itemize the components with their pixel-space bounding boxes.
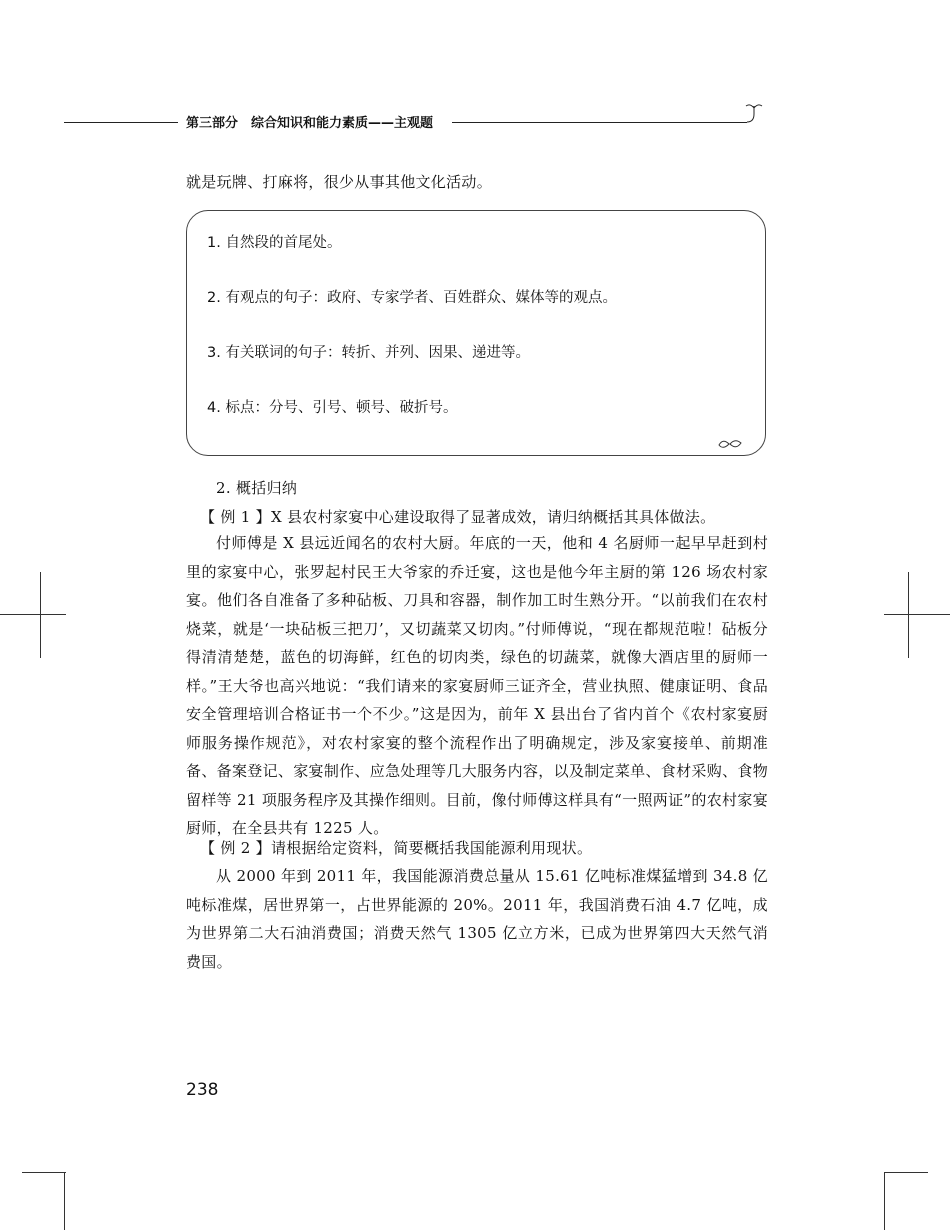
header-title: 第三部分 综合知识和能力素质——主观题	[186, 116, 434, 131]
crop-mark	[884, 1172, 928, 1173]
crop-mark	[908, 572, 909, 658]
section-heading: 2. 概括归纳	[216, 479, 298, 497]
crop-mark	[22, 1172, 66, 1173]
crop-mark	[884, 1172, 885, 1230]
header-rule-right	[452, 122, 747, 123]
example-1-prompt: 【 例 1 】X 县农村家宴中心建设取得了显著成效，请归纳概括其具体做法。	[200, 508, 716, 526]
page-number: 238	[186, 1080, 219, 1100]
example-2-text: 从 2000 年到 2011 年，我国能源消费总量从 15.61 亿吨标准煤猛增到 34.8 亿吨标准煤，居世界第一，占世界能源的 20%。2011 年，我国消费石油 4.7 亿吨，成为世界第二大石油消费国；消费天然气 1305 亿立方米，已成为世界第四大天然气消费国。	[186, 867, 768, 971]
example-2-prompt: 【 例 2 】请根据给定资料，简要概括我国能源利用现状。	[200, 839, 593, 857]
tips-item: 1. 自然段的首尾处。	[207, 235, 342, 251]
tips-item: 3. 有关联词的句子：转折、并列、因果、递进等。	[207, 345, 530, 361]
header-ornament-icon	[740, 100, 770, 126]
crop-mark	[0, 614, 66, 615]
header-rule-left	[64, 122, 178, 123]
crop-mark	[40, 572, 41, 658]
crop-mark	[884, 614, 950, 615]
tips-item: 4. 标点：分号、引号、顿号、破折号。	[207, 400, 458, 416]
leaf-ornament-icon	[717, 437, 743, 451]
example-1-text: 付师傅是 X 县远近闻名的农村大厨。年底的一天，他和 4 名厨师一起早早赶到村里的家宴中心，张罗起村民王大爷家的乔迁宴，这也是他今年主厨的第 126 场农村家宴。他们各自准备了多种砧板、刀具和容器，制作加工时生熟分开。“以前我们在农村烧菜，就是‘一块砧板三把刀’，又切蔬菜又切肉。”付师傅说，“现在都规范啦！砧板分得清清楚楚，蓝色的切海鲜，红色的切肉类，绿色的切蔬菜，就像大酒店里的厨师一样。”王大爷也高兴地说：“我们请来的家宴厨师三证齐全，营业执照、健康证明、食品安全管理培训合格证书一个不少。”这是因为，前年 X 县出台了省内首个《农村家宴厨师服务操作规范》，对农村家宴的整个流程作出了明确规定，涉及家宴接单、前期准备、备案登记、家宴制作、应急处理等几大服务内容，以及制定菜单、食材采购、食物留样等 21 项服务程序及其操作细则。目前，像付师傅这样具有“一照两证”的农村家宴厨师，在全县共有 1225 人。	[186, 534, 768, 837]
tips-box	[186, 210, 766, 456]
intro-line: 就是玩牌、打麻将，很少从事其他文化活动。	[186, 173, 493, 191]
crop-mark	[64, 1172, 65, 1230]
tips-item: 2. 有观点的句子：政府、专家学者、百姓群众、媒体等的观点。	[207, 290, 617, 306]
